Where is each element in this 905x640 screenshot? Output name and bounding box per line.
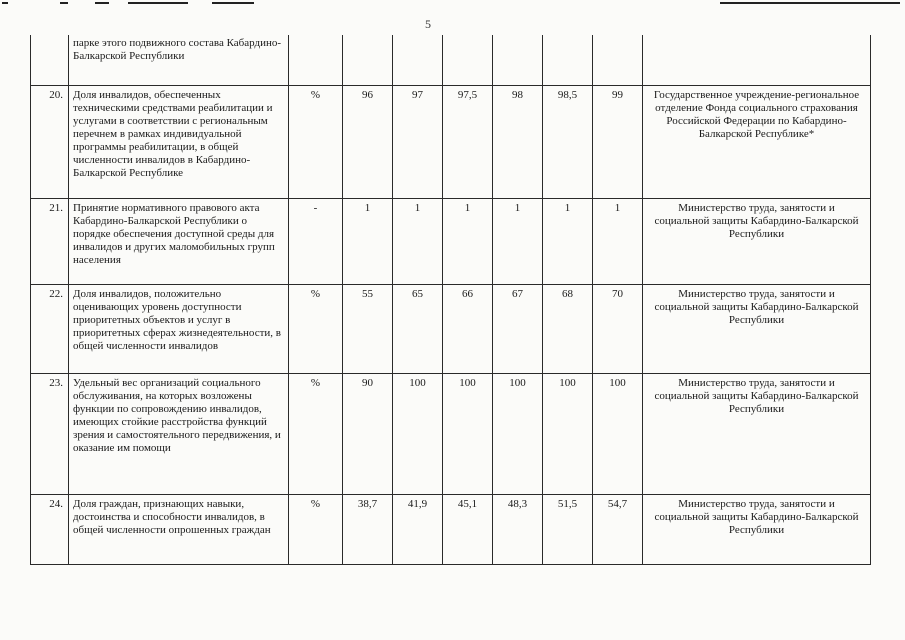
value-cell: [543, 35, 593, 85]
value-cell: 65: [393, 284, 443, 373]
value-cell: [443, 35, 493, 85]
table-row: [31, 85, 871, 198]
responsible-organization: Министерство труда, занятости и социальной защиты Кабардино-Балкарской Республики: [643, 284, 871, 373]
value-cell: 1: [493, 198, 543, 284]
responsible-organization: Министерство труда, занятости и социальной защиты Кабардино-Балкарской Республики: [643, 198, 871, 284]
value-cell: 45,1: [443, 494, 493, 564]
unit-cell: %: [289, 373, 343, 494]
unit-cell: -: [289, 198, 343, 284]
indicator-description: парке этого подвижного состава Кабардино-Балкарской Республики: [69, 35, 289, 85]
value-cell: 97,5: [443, 85, 493, 198]
value-cell: 67: [493, 284, 543, 373]
value-cell: 100: [393, 373, 443, 494]
value-cell: 1: [343, 198, 393, 284]
value-cell: [493, 35, 543, 85]
unit-cell: [289, 35, 343, 85]
value-cell: [393, 35, 443, 85]
indicator-description: Доля граждан, признающих навыки, достоинства и способности инвалидов, в общей численности опрошенных граждан: [69, 494, 289, 564]
value-cell: 55: [343, 284, 393, 373]
indicator-description: Удельный вес организаций социального обслуживания, на которых возложены функции по сопровождению инвалидов, имеющих стойкие расстройства функций зрения и самостоятельного передвижения, и оказание им помощи: [69, 373, 289, 494]
value-cell: 70: [593, 284, 643, 373]
value-cell: 97: [393, 85, 443, 198]
value-cell: 41,9: [393, 494, 443, 564]
row-number: 20.: [31, 85, 69, 198]
value-cell: 100: [593, 373, 643, 494]
table-row: [31, 35, 871, 85]
row-number: 21.: [31, 198, 69, 284]
value-cell: 54,7: [593, 494, 643, 564]
table-row: [31, 198, 871, 284]
responsible-organization: Государственное учреждение-региональное отделение Фонда социального страхования Российской Федерации по Кабардино-Балкарской Республике*: [643, 85, 871, 198]
table-row: [31, 494, 871, 564]
row-number: 23.: [31, 373, 69, 494]
indicator-description: Доля инвалидов, обеспеченных техническими средствами реабилитации и услугами в соответствии с региональным перечнем в рамках индивидуальной программы реабилитации, в общей численности инвалидов в Кабардино-Балкарской Республике: [69, 85, 289, 198]
value-cell: 1: [593, 198, 643, 284]
scan-top-edge-marks: [0, 0, 905, 8]
value-cell: 1: [543, 198, 593, 284]
value-cell: 66: [443, 284, 493, 373]
value-cell: 51,5: [543, 494, 593, 564]
row-number: 24.: [31, 494, 69, 564]
responsible-organization: Министерство труда, занятости и социальной защиты Кабардино-Балкарской Республики: [643, 373, 871, 494]
row-number: [31, 35, 69, 85]
value-cell: 96: [343, 85, 393, 198]
value-cell: 68: [543, 284, 593, 373]
indicator-description: Принятие нормативного правового акта Кабардино-Балкарской Республики о порядке обеспечения доступной среды для инвалидов и других маломобильных групп населения: [69, 198, 289, 284]
value-cell: 99: [593, 85, 643, 198]
unit-cell: %: [289, 494, 343, 564]
responsible-organization: [643, 35, 871, 85]
unit-cell: %: [289, 284, 343, 373]
value-cell: [343, 35, 393, 85]
value-cell: 100: [493, 373, 543, 494]
table-row: [31, 373, 871, 494]
value-cell: 48,3: [493, 494, 543, 564]
indicator-description: Доля инвалидов, положительно оценивающих уровень доступности приоритетных объектов и услуг в приоритетных сферах жизнедеятельности, в общей численности инвалидов: [69, 284, 289, 373]
value-cell: 100: [543, 373, 593, 494]
value-cell: 1: [393, 198, 443, 284]
page-number: 5: [425, 17, 431, 31]
row-number: 22.: [31, 284, 69, 373]
value-cell: [593, 35, 643, 85]
unit-cell: %: [289, 85, 343, 198]
table-row: [31, 284, 871, 373]
value-cell: 38,7: [343, 494, 393, 564]
value-cell: 98: [493, 85, 543, 198]
value-cell: 1: [443, 198, 493, 284]
indicators-table: [30, 35, 871, 565]
value-cell: 98,5: [543, 85, 593, 198]
value-cell: 90: [343, 373, 393, 494]
responsible-organization: Министерство труда, занятости и социальной защиты Кабардино-Балкарской Республики: [643, 494, 871, 564]
value-cell: 100: [443, 373, 493, 494]
